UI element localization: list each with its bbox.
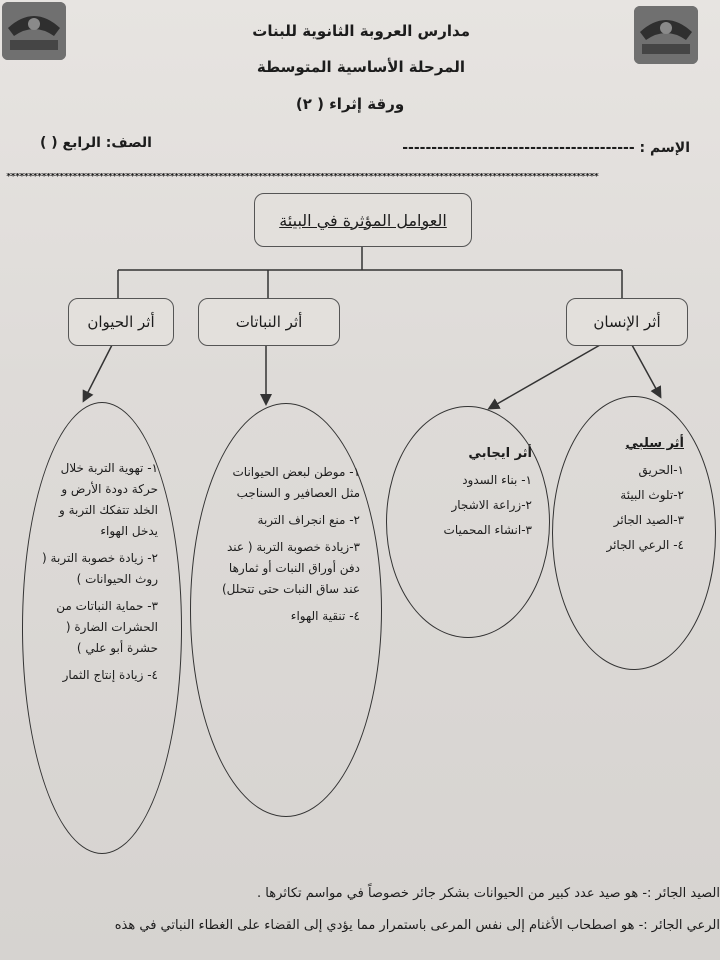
positive-effects-list [412, 444, 532, 546]
list-item: ١- موطن لبعض الحيوانات مثل العصافير و السناجب [232, 465, 360, 500]
root-factors-box [254, 193, 472, 247]
negative-effects-title: أثر سلبي [625, 436, 684, 451]
list-item: ١- بناء السدود [462, 472, 532, 487]
root-factors-label: العوامل المؤثرة في البيئة [279, 210, 447, 230]
list-item: ٣-زيادة خصوبة التربة ( عند دفن أوراق النبات أو ثمارها عند ساق النبات حتى تتحلل) [221, 540, 360, 596]
list-item: ١- تهوية التربة خلال حركة دودة الأرض و الخلد تتفكك التربة و يدخل الهواء [58, 461, 158, 538]
plants-effect-label: أثر النباتات [235, 313, 303, 331]
plants-effect-box [198, 298, 340, 346]
human-effect-box [566, 298, 688, 346]
animals-effects-list [38, 458, 158, 692]
separator-line: ************************************************************************************************************************************** [6, 173, 599, 181]
list-item: ٢- منع انجراف التربة [257, 513, 360, 527]
list-item: ٣-الصيد الجائر [613, 513, 684, 528]
list-item: ٢-زراعة الاشجار [451, 497, 532, 512]
negative-effects-list [580, 434, 684, 562]
animals-effect-box [68, 298, 174, 346]
list-item: ٤- زيادة إنتاج الثمار [62, 668, 158, 682]
list-item: ٢- زيادة خصوبة التربة ( روث الحيوانات ) [42, 551, 158, 586]
list-item: ٤- الرعي الجائر [606, 538, 684, 553]
sheet-title: ورقة إثراء ( ٢) [295, 95, 405, 113]
positive-effects-title: أثر ايجابي [468, 446, 532, 461]
list-item: ٣-انشاء المحميات [443, 523, 532, 538]
student-name-field: الإسم : ---------------------------------------- [402, 140, 690, 156]
human-effect-label: أثر الإنسان [593, 313, 661, 331]
definition-overgrazing: الرعي الجائر :- هو اصطحاب الأغنام إلى نفس المرعى باستمرار مما يؤدي إلى القضاء على الغطاء النباتي في هذه [114, 918, 720, 933]
definition-overhunting: الصيد الجائر :- هو صيد عدد كبير من الحيوانات بشكر جائر خصوصاً في مواسم تكاثرها . [257, 886, 720, 901]
animals-effect-label: أثر الحيوان [87, 313, 155, 331]
plants-effects-list [220, 462, 360, 633]
school-name: مدارس العروبة الثانوية للبنات [252, 22, 470, 40]
list-item: ٣- حماية النباتات من الحشرات الضارة ( حشرة أبو علي ) [56, 599, 158, 655]
list-item: ٢-تلوث البيئة [620, 487, 684, 502]
class-field: الصف: الرابع ( ) [40, 135, 152, 151]
stage-name: المرحلة الأساسية المتوسطة [256, 58, 465, 76]
list-item: ٤- تنقية الهواء [290, 609, 360, 623]
list-item: ١-الحريق [638, 462, 684, 477]
